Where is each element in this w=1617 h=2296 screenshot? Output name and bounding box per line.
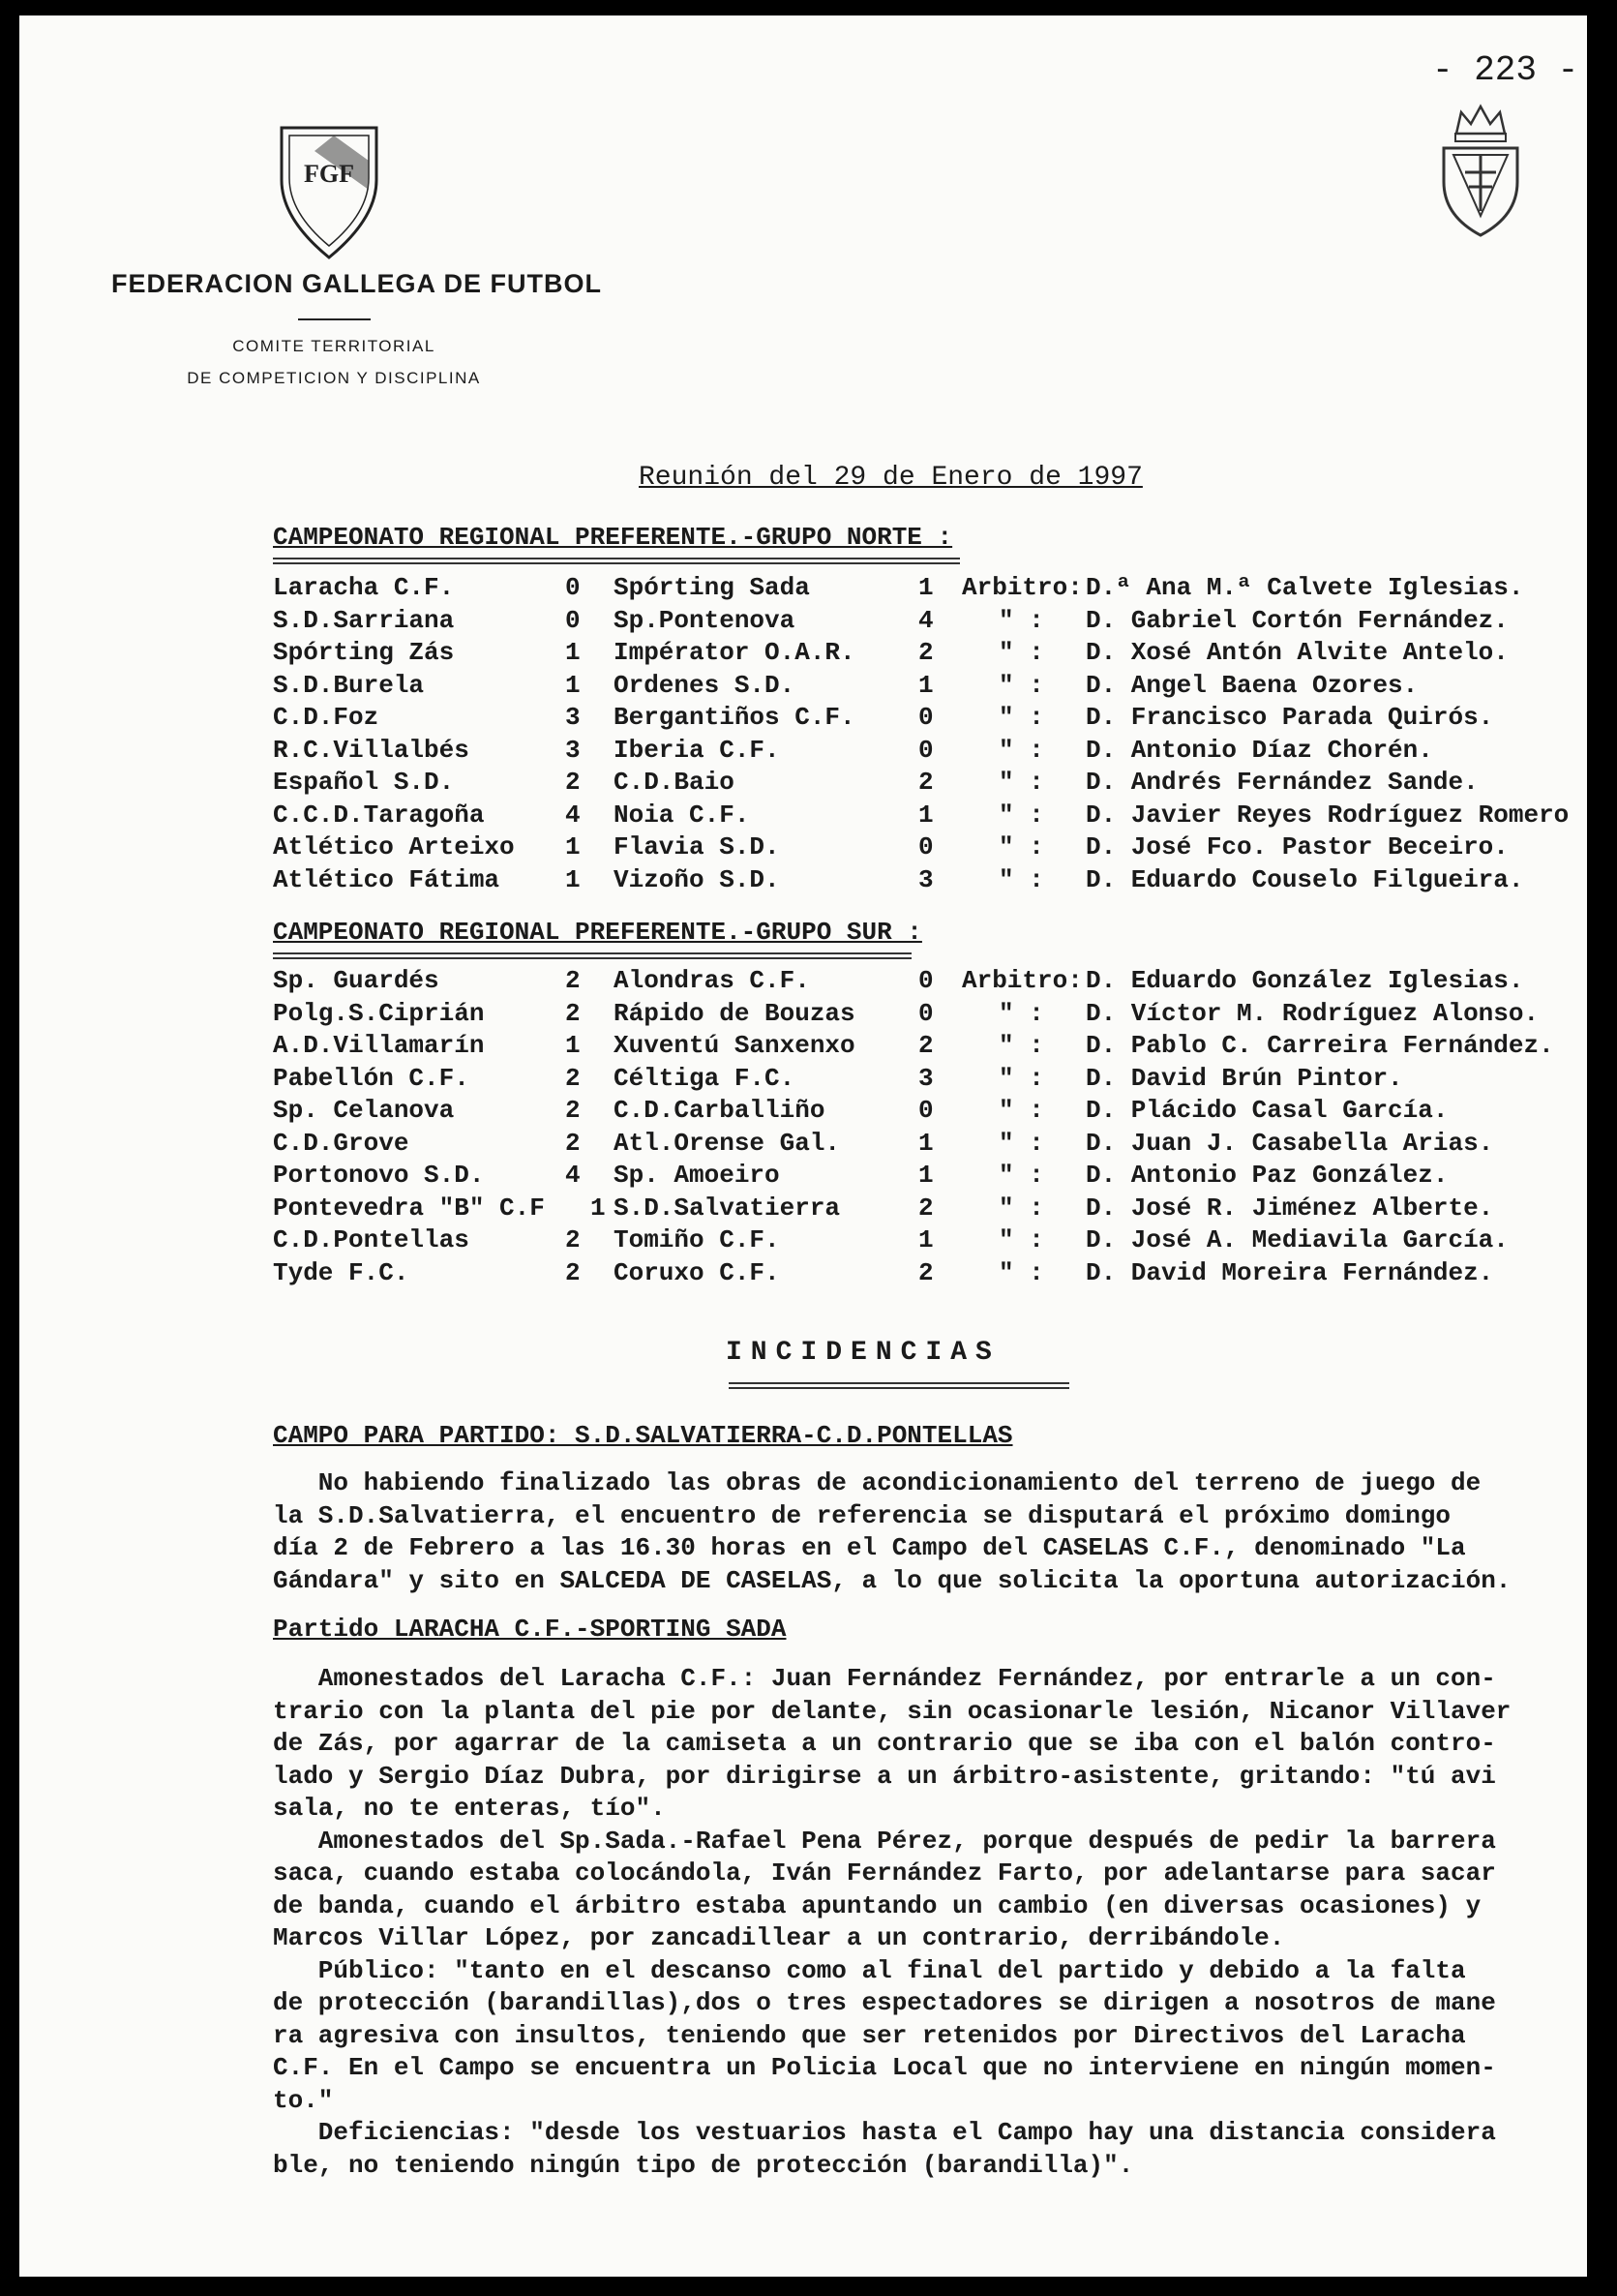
away-team: C.D.Baio xyxy=(614,768,734,797)
home-team: S.D.Sarriana xyxy=(273,605,455,635)
referee-label: " : xyxy=(999,768,1044,797)
home-score: 2 xyxy=(565,1096,581,1125)
referee-label: " : xyxy=(999,1257,1044,1287)
away-score: 2 xyxy=(918,1031,934,1060)
home-score: 4 xyxy=(565,800,581,830)
referee-name: D. Eduardo González Iglesias. xyxy=(1086,966,1524,995)
section-heading-campo: CAMPO PARA PARTIDO: S.D.SALVATIERRA-C.D.PONTELLAS xyxy=(273,1421,1013,1450)
away-team: S.D.Salvatierra xyxy=(614,1193,841,1223)
home-score: 1 xyxy=(565,638,581,667)
referee-name: D. José Fco. Pastor Beceiro. xyxy=(1086,832,1509,861)
referee-label: " : xyxy=(999,1128,1044,1158)
document-page xyxy=(19,15,1587,2277)
referee-label: " : xyxy=(999,703,1044,732)
away-score: 3 xyxy=(918,864,934,894)
home-team: C.D.Grove xyxy=(273,1128,409,1158)
referee-name: D. Plácido Casal García. xyxy=(1086,1096,1449,1125)
referee-label: " : xyxy=(999,670,1044,700)
referee-label: Arbitro: xyxy=(962,573,1083,602)
referee-label: Arbitro: xyxy=(962,966,1083,995)
referee-name: D. Andrés Fernández Sande. xyxy=(1086,768,1479,797)
home-team: C.D.Pontellas xyxy=(273,1225,469,1254)
referee-name: D. Víctor M. Rodríguez Alonso. xyxy=(1086,998,1540,1028)
away-score: 1 xyxy=(918,573,934,602)
home-team: Atlético Fátima xyxy=(273,864,500,894)
away-team: Coruxo C.F. xyxy=(614,1257,780,1287)
away-team: Bergantiños C.F. xyxy=(614,703,855,732)
away-team: Sp.Pontenova xyxy=(614,605,795,635)
referee-name: D. Eduardo Couselo Filgueira. xyxy=(1086,864,1524,894)
away-score: 0 xyxy=(918,966,934,995)
away-score: 1 xyxy=(918,1161,934,1190)
home-team: A.D.Villamarín xyxy=(273,1031,485,1060)
home-team: Laracha C.F. xyxy=(273,573,455,602)
referee-name: D. Pablo C. Carreira Fernández. xyxy=(1086,1031,1554,1060)
away-score: 1 xyxy=(918,1128,934,1158)
home-score: 4 xyxy=(565,1161,581,1190)
referee-label: " : xyxy=(999,1096,1044,1125)
away-team: Ordenes S.D. xyxy=(614,670,795,700)
referee-label: " : xyxy=(999,735,1044,765)
home-score: 2 xyxy=(565,1225,581,1254)
away-team: Xuventú Sanxenxo xyxy=(614,1031,855,1060)
group-sur-title: CAMPEONATO REGIONAL PREFERENTE.-GRUPO SUR : xyxy=(273,918,922,947)
referee-label: " : xyxy=(999,832,1044,861)
section-heading-laracha: Partido LARACHA C.F.-SPORTING SADA xyxy=(273,1615,787,1644)
federation-shield-logo xyxy=(276,122,382,262)
home-team: Atlético Arteixo xyxy=(273,832,515,861)
referee-label: " : xyxy=(999,1161,1044,1190)
home-team: Español S.D. xyxy=(273,768,455,797)
home-score: 3 xyxy=(565,703,581,732)
referee-name: D. Antonio Díaz Chorén. xyxy=(1086,735,1433,765)
away-team: Alondras C.F. xyxy=(614,966,810,995)
referee-label: " : xyxy=(999,1063,1044,1093)
referee-name: D. David Moreira Fernández. xyxy=(1086,1257,1494,1287)
home-team: Pabellón C.F. xyxy=(273,1063,469,1093)
away-team: Spórting Sada xyxy=(614,573,810,602)
away-team: Rápido de Bouzas xyxy=(614,998,855,1028)
incidencias-double-rule xyxy=(729,1382,1069,1389)
home-score: 1 xyxy=(565,832,581,861)
referee-label: " : xyxy=(999,605,1044,635)
away-score: 1 xyxy=(918,1225,934,1254)
committee-name xyxy=(111,330,556,394)
home-team: S.D.Burela xyxy=(273,670,425,700)
home-score: 2 xyxy=(565,1257,581,1287)
away-score: 4 xyxy=(918,605,934,635)
referee-label: " : xyxy=(999,1193,1044,1223)
organization-name: FEDERACION GALLEGA DE FUTBOL xyxy=(111,269,602,298)
home-score: 1 xyxy=(565,1031,581,1060)
group-sur-double-rule xyxy=(273,952,912,959)
referee-name: D. Francisco Parada Quirós. xyxy=(1086,703,1494,732)
referee-name: D. Javier Reyes Rodríguez Romero xyxy=(1086,800,1570,830)
home-team: R.C.Villalbés xyxy=(273,735,469,765)
away-score: 2 xyxy=(918,1193,934,1223)
home-team: C.D.Foz xyxy=(273,703,379,732)
home-score: 1 xyxy=(565,670,581,700)
away-team: Sp. Amoeiro xyxy=(614,1161,780,1190)
home-score: 0 xyxy=(565,605,581,635)
home-team: Polg.S.Ciprián xyxy=(273,998,485,1028)
home-team: Pontevedra "B" C.F xyxy=(273,1193,545,1223)
home-team: Spórting Zás xyxy=(273,638,455,667)
home-score: 2 xyxy=(565,768,581,797)
home-score: 3 xyxy=(565,735,581,765)
referee-name: D. José A. Mediavila García. xyxy=(1086,1225,1509,1254)
referee-name: D. Juan J. Casabella Arias. xyxy=(1086,1128,1494,1158)
away-score: 0 xyxy=(918,998,934,1028)
away-score: 0 xyxy=(918,703,934,732)
home-team: Sp. Guardés xyxy=(273,966,439,995)
home-team: Portonovo S.D. xyxy=(273,1161,485,1190)
home-score: 2 xyxy=(565,1128,581,1158)
away-score: 2 xyxy=(918,1257,934,1287)
referee-label: " : xyxy=(999,998,1044,1028)
incidencias-title: INCIDENCIAS xyxy=(726,1338,1001,1368)
referee-label: " : xyxy=(999,864,1044,894)
home-score: 0 xyxy=(565,573,581,602)
home-score: 2 xyxy=(565,998,581,1028)
referee-label: " : xyxy=(999,800,1044,830)
page-number: - 223 - xyxy=(1432,50,1579,90)
meeting-title: Reunión del 29 de Enero de 1997 xyxy=(639,463,1143,493)
referee-name: D. Gabriel Cortón Fernández. xyxy=(1086,605,1509,635)
away-score: 0 xyxy=(918,832,934,861)
group-norte-results xyxy=(273,573,1587,902)
away-score: 3 xyxy=(918,1063,934,1093)
section-paragraph-campo: No habiendo finalizado las obras de acondicionamiento del terreno de juego de la S.D.Salvatierra, el encuentro de referencia se disputará el próximo domingo día 2 de Febrero a las 16.30 horas en el Campo del CASELAS C.F., denominado "La Gándara" y sito en SALCEDA DE CASELAS, a lo que solicita la oportuna autorización. xyxy=(273,1468,1512,1595)
away-score: 1 xyxy=(918,670,934,700)
referee-name: D. Xosé Antón Alvite Antelo. xyxy=(1086,638,1509,667)
home-score: 2 xyxy=(565,1063,581,1093)
away-team: Flavia S.D. xyxy=(614,832,780,861)
referee-name: D. José R. Jiménez Alberte. xyxy=(1086,1193,1494,1223)
away-team: Noia C.F. xyxy=(614,800,750,830)
group-norte-title: CAMPEONATO REGIONAL PREFERENTE.-GRUPO NORTE : xyxy=(273,523,953,552)
committee-line-1: COMITE TERRITORIAL xyxy=(232,337,435,355)
referee-name: D. David Brún Pintor. xyxy=(1086,1063,1403,1093)
away-score: 1 xyxy=(918,800,934,830)
away-team: Céltiga F.C. xyxy=(614,1063,795,1093)
referee-name: D. Antonio Paz González. xyxy=(1086,1161,1449,1190)
home-team: Tyde F.C. xyxy=(273,1257,409,1287)
crown-emblem-logo xyxy=(1432,95,1529,240)
away-score: 0 xyxy=(918,735,934,765)
away-score: 2 xyxy=(918,638,934,667)
away-team: C.D.Carballiño xyxy=(614,1096,825,1125)
home-score: 1 xyxy=(565,864,581,894)
away-score: 2 xyxy=(918,768,934,797)
home-team: C.C.D.Taragoña xyxy=(273,800,485,830)
referee-name: D. Angel Baena Ozores. xyxy=(1086,670,1419,700)
away-team: Iberia C.F. xyxy=(614,735,780,765)
shield-logo-lettering: FGF xyxy=(304,160,354,188)
away-team: Impérator O.A.R. xyxy=(614,638,855,667)
group-sur-results xyxy=(273,966,1587,1295)
away-team: Atl.Orense Gal. xyxy=(614,1128,841,1158)
section-paragraph-laracha: Amonestados del Laracha C.F.: Juan Fernández Fernández, por entrarle a un con- trario con la planta del pie por delante, sin ocasionarle lesión, Nicanor Villaver de Zás, por agarrar de la camiseta a un contrario que se iba con el balón contro- lado y Sergio Díaz Dubra, por dirigirse a un árbitro-asistente, gritando: "tú avi sala, no te enteras, tío". Amonestados del Sp.Sada.-Rafael Pena Pérez, porque después de pedir la barrera saca, cuando estaba colocándola, Iván Fernández Farto, por adelantarse para sacar de banda, cuando el árbitro estaba apuntando un cambio (en diversas ocasiones) y Marcos Villar López, por zancadillear a un contrario, derribándole. Público: "tanto en el descanso como al final del partido y debido a la falta de protección (barandillas),dos o tres espectadores se dirigen a nosotros de mane ra agresiva con insultos, teniendo que ser retenidos por Directivos del Laracha C.F. En el Campo se encuentra un Policia Local que no interviene en ningún momen- to." Deficiencias: "desde los vestuarios hasta el Campo hay una distancia considera ble, no teniendo ningún tipo de protección (barandilla)". xyxy=(273,1664,1512,2180)
home-team: Sp. Celanova xyxy=(273,1096,455,1125)
away-team: Vizoño S.D. xyxy=(614,864,780,894)
home-score: 1 xyxy=(590,1193,606,1223)
referee-name: D.ª Ana M.ª Calvete Iglesias. xyxy=(1086,573,1524,602)
header-divider xyxy=(298,318,371,320)
home-score: 2 xyxy=(565,966,581,995)
referee-label: " : xyxy=(999,1225,1044,1254)
committee-line-2: DE COMPETICION Y DISCIPLINA xyxy=(187,369,481,387)
away-score: 0 xyxy=(918,1096,934,1125)
referee-label: " : xyxy=(999,638,1044,667)
group-norte-double-rule xyxy=(273,558,960,564)
referee-label: " : xyxy=(999,1031,1044,1060)
away-team: Tomiño C.F. xyxy=(614,1225,780,1254)
